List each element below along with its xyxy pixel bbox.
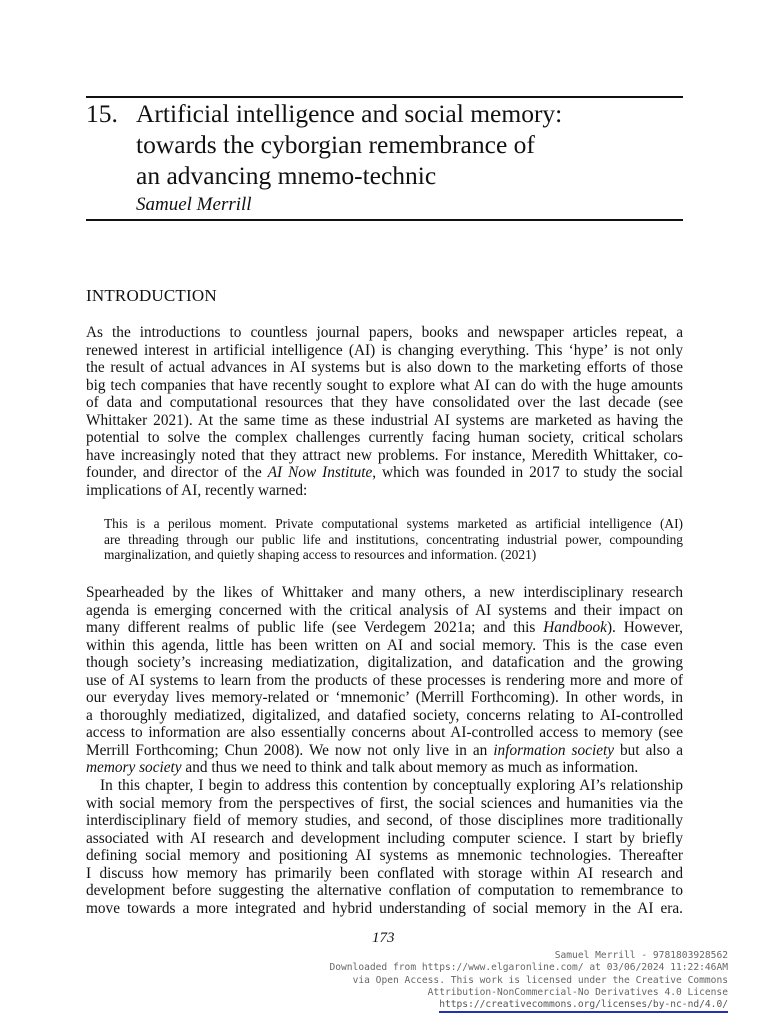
license-stamp xyxy=(329,950,728,1011)
paragraph-2-line: Spearheaded by the likes of Whittaker and many others, a new interdisciplinary research xyxy=(86,584,683,601)
paragraph-1-line: big tech companies that have recently sought to explore what AI can do with the huge amounts xyxy=(86,376,683,394)
paragraph-3-line: interdisciplinary field of memory studies, and second, of those disciplines more traditionally xyxy=(86,812,683,829)
italic-institute-name: AI Now Institute xyxy=(267,464,373,481)
paragraph-2-line-mixed xyxy=(86,619,683,637)
title-bottom-rule xyxy=(86,219,683,221)
text-run: , which was founded in 2017 to study the social xyxy=(372,464,683,481)
block-quote xyxy=(104,516,683,563)
paragraph-2-line-mixed xyxy=(86,742,683,760)
paragraph-1-line: the result of actual advances in AI systems but is also down to the marketing efforts of those xyxy=(86,359,683,376)
paragraph-1-line: As the introductions to countless journal papers, books and newspaper articles repeat, a xyxy=(86,324,683,341)
paragraph-1-line: of data and computational resources that they have consolidated over the last decade (see xyxy=(86,394,683,411)
text-run: ). However, xyxy=(606,619,683,636)
paragraph-3-line: development before suggesting the alternative conflation of computation to remembrance to xyxy=(86,882,683,899)
paragraph-1-line: implications of AI, recently warned: xyxy=(86,481,308,499)
license-line-open-access: via Open Access. This work is licensed under the Creative Commons xyxy=(352,974,728,986)
chapter-title-line-3: an advancing mnemo-technic xyxy=(136,161,437,190)
paragraph-2-line: our everyday lives memory-related or ‘mnemonic’ (Merrill Forthcoming). In other words, in xyxy=(86,689,683,706)
paragraph-1 xyxy=(86,324,683,499)
paragraph-1-line: have increasingly noted that they attract new problems. For instance, Meredith Whittaker, co- xyxy=(86,446,683,464)
paragraph-1-line: potential to solve the complex challenges currently facing human society, critical scholars xyxy=(86,429,683,446)
paragraph-1-line: renewed interest in artificial intelligence (AI) is changing everything. This ‘hype’ is not only xyxy=(86,341,683,359)
license-line-download: Downloaded from https://www.elgaronline.com/ at 03/06/2024 11:22:46AM xyxy=(329,962,728,974)
paragraph-3-line: I discuss how memory has primarily been conflated with storage within AI research and xyxy=(86,864,683,882)
paragraph-3-line: with social memory from the perspectives of first, the social sciences and humanities via the xyxy=(86,794,683,812)
page-number: 173 xyxy=(372,930,395,946)
paragraph-2-line: a thoroughly mediatized, digitalized, and datafied society, concerns relating to AI-controlled xyxy=(86,706,683,724)
paragraph-2-line: use of AI systems to learn from the products of these processes is rendering more and more of xyxy=(86,671,683,689)
italic-memory-society: memory society xyxy=(86,759,182,776)
paragraph-1-line: Whittaker 2021). At the same time as these industrial AI systems are marketed as having the xyxy=(86,411,683,429)
text-run: founder, and director of the xyxy=(86,464,268,481)
paragraph-2-line: within this agenda, little has been written on AI and social memory. This is the case even xyxy=(86,636,683,654)
paragraph-3-line: In this chapter, I begin to address this contention by conceptually exploring AI’s relationship xyxy=(100,777,683,794)
chapter-number: 15. xyxy=(86,99,118,128)
text-run: Merrill Forthcoming; Chun 2008). We now not only live in an xyxy=(86,741,494,759)
paragraph-2 xyxy=(86,584,683,777)
quote-line: are threading through our public life and institutions, concentrating industrial power, compounding xyxy=(104,531,683,547)
italic-information-society: information society xyxy=(493,741,615,759)
paragraph-2-line: though society’s increasing mediatization, digitalization, and datafication and the growing xyxy=(86,654,683,671)
text-run: many different realms of public life (see Verdegem 2021a; and this xyxy=(86,619,544,636)
paragraph-3-line: move towards a more integrated and hybrid understanding of social memory in the AI era. xyxy=(86,899,683,917)
chapter-title-line-1: Artificial intelligence and social memory: xyxy=(136,99,563,128)
paragraph-1-line-mixed xyxy=(86,464,683,482)
text-run: and thus we need to think and talk about memory as much as information. xyxy=(181,759,639,776)
italic-handbook: Handbook xyxy=(543,619,607,636)
paragraph-2-line: agenda is emerging concerned with the critical analysis of AI systems and their impact on xyxy=(86,601,683,619)
paragraph-2-line: access to information are also essentially concerns about AI-controlled access to memory (see xyxy=(86,724,683,741)
chapter-title-line-2: towards the cyborgian remembrance of xyxy=(136,130,535,159)
quote-line: This is a perilous moment. Private computational systems marketed as artificial intelligence (AI) xyxy=(104,516,683,531)
license-line-author: Samuel Merrill - 9781803928562 xyxy=(554,950,728,961)
paragraph-3 xyxy=(86,777,683,917)
license-line-license-name: Attribution-NonCommercial-No Derivatives 4.0 License xyxy=(427,986,728,998)
paragraph-3-line: associated with AI research and development including computer science. I start by briefly xyxy=(86,829,683,847)
section-heading: INTRODUCTION xyxy=(86,286,217,305)
quote-line: marginalization, and quietly shaping access to resources and information. (2021) xyxy=(104,547,537,562)
paragraph-3-line: defining social memory and positioning AI systems as mnemonic technologies. Thereafter xyxy=(86,847,683,864)
paragraph-2-line-mixed xyxy=(86,759,683,777)
license-url-link[interactable]: https://creativecommons.org/licenses/by-nc-nd/4.0/ xyxy=(439,999,728,1013)
text-run: but also a xyxy=(614,741,683,759)
chapter-author: Samuel Merrill xyxy=(136,194,252,215)
